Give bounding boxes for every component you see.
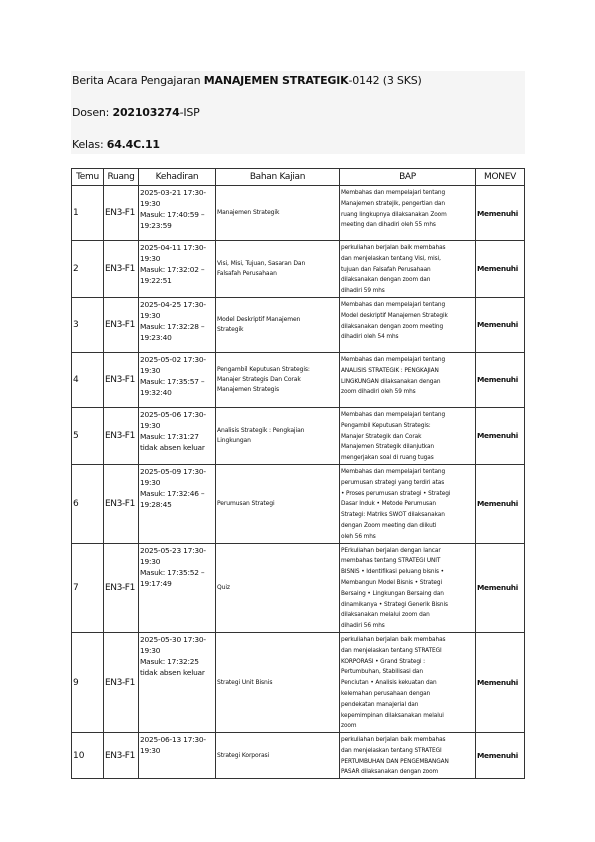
bahan-kajian-cell [216, 241, 340, 298]
ruang-cell: EN3-F1 [104, 543, 139, 632]
bap-line: Membangun Model Bisnis • Strategi [341, 579, 442, 586]
bap-line: dengan Zoom meeting dan diikuti [341, 522, 437, 529]
kehadiran-line: 19:30 [140, 556, 161, 566]
kehadiran-line: 2025-04-25 17:30- [140, 299, 206, 309]
bap-cell [340, 733, 476, 779]
temu-cell: 6 [72, 464, 104, 543]
bap-line: Membahas dan mempelajari tentang [341, 411, 446, 418]
bahan-kajian-line: Manajemen Strategik [217, 209, 280, 216]
ruang-cell: EN3-F1 [104, 464, 139, 543]
monev-cell: Memenuhi [476, 632, 525, 732]
kehadiran-line: Masuk: 17:35:57 – [140, 376, 205, 386]
bap-line: Pertumbuhan, Stabilisasi dan [341, 669, 423, 676]
table-row [72, 464, 525, 543]
table-header-row [72, 169, 525, 186]
bap-line: Manajemen Strategik dilanjutkan [341, 444, 434, 451]
ruang-cell: EN3-F1 [104, 632, 139, 732]
bahan-kajian-line: Quiz [217, 583, 230, 591]
bap-line: dilaksanakan dengan zoom dan [341, 277, 431, 284]
bap-line: BISNIS • Identifikasi peluang bisnis • [341, 569, 444, 576]
kehadiran-line: 2025-04-11 17:30- [140, 243, 206, 252]
bap-line: Membahas dan mempelajari tentang [341, 468, 446, 475]
bap-line: mengerjakan soal di ruang tugas [341, 455, 434, 462]
col-header-monev: MONEV [476, 169, 525, 186]
attendance-table [71, 168, 525, 779]
bap-cell [340, 543, 476, 632]
course-name: MANAJEMEN STRATEGIK [203, 74, 349, 87]
bap-line: Bersaing • Lingkungan Bersaing dan [341, 590, 444, 597]
kehadiran-line: 2025-05-30 17:30- [140, 634, 206, 644]
ruang-cell: EN3-F1 [104, 241, 139, 298]
bap-cell [340, 407, 476, 464]
kehadiran-line: 19:28:45 [140, 499, 172, 509]
bahan-kajian-cell [216, 407, 340, 464]
monev-cell: Memenuhi [476, 186, 525, 241]
col-header-temu: Temu [72, 169, 104, 186]
bap-cell [340, 241, 476, 298]
kehadiran-line: 19:23:59 [140, 221, 172, 230]
col-header-bap: BAP [340, 169, 476, 186]
kehadiran-line: 19:30 [140, 746, 161, 756]
bap-line: perumusan strategi yang terdiri atas [341, 479, 445, 486]
kehadiran-line: 2025-05-23 17:30- [140, 545, 206, 555]
bap-line: zoom [341, 723, 357, 730]
lecturer-label: Dosen: [72, 106, 113, 119]
bap-line: Model deskriptif Manajemen Strategik [341, 312, 448, 319]
bap-line: Strategi: Matriks SWOT dilaksanakan [341, 512, 445, 519]
kehadiran-line: 2025-06-13 17:30- [140, 735, 206, 745]
temu-cell: 3 [72, 297, 104, 352]
bap-line: PERTUMBUHAN DAN PENGEMBANGAN [341, 758, 449, 765]
kehadiran-line: 19:30 [140, 420, 161, 430]
bahan-kajian-line: Visi, Misi, Tujuan, Sasaran Dan [217, 259, 306, 267]
ruang-cell: EN3-F1 [104, 407, 139, 464]
table-row [72, 632, 525, 732]
class-line [72, 138, 160, 151]
kehadiran-line: 19:30 [140, 254, 161, 263]
table-body [72, 186, 525, 779]
bap-line: • Proses perumusan strategi • Strategi [341, 490, 451, 497]
table-row [72, 733, 525, 779]
kehadiran-cell [139, 464, 216, 543]
kehadiran-line: Masuk: 17:32:46 – [140, 488, 205, 498]
course-title-line [72, 74, 422, 87]
bap-line: Manajemen stratejik, pengertian dan [341, 200, 445, 207]
bap-line: Manajer Strategik dan Corak [341, 433, 422, 440]
table-row [72, 186, 525, 241]
bahan-kajian-line: Analisis Strategik : Pengkajian [217, 426, 305, 434]
kehadiran-cell [139, 241, 216, 298]
bahan-kajian-cell [216, 632, 340, 732]
bap-line: tujuan dan Falsafah Perusahaan [341, 266, 431, 273]
monev-cell: Memenuhi [476, 733, 525, 779]
col-header-ruang: Ruang [104, 169, 139, 186]
lecturer-line [72, 106, 200, 119]
bap-line: oleh 56 mhs [341, 533, 376, 540]
monev-cell: Memenuhi [476, 407, 525, 464]
col-header-bahan-kajian: Bahan Kajian [216, 169, 340, 186]
kehadiran-cell [139, 632, 216, 732]
kehadiran-line: 2025-05-09 17:30- [140, 466, 206, 476]
bap-line: dan menjelaskan tentang STRATEGI [341, 647, 442, 654]
bahan-kajian-cell [216, 733, 340, 779]
ruang-cell: EN3-F1 [104, 297, 139, 352]
kehadiran-line: 2025-05-02 17:30- [140, 354, 206, 364]
document-header [71, 71, 525, 154]
bap-line: Membahas dan mempelajari tentang [341, 190, 446, 196]
bahan-kajian-line: Perumusan Strategi [217, 499, 275, 507]
temu-cell: 4 [72, 352, 104, 407]
bahan-kajian-line: Strategi Unit Bisnis [217, 678, 273, 686]
temu-cell: 1 [72, 186, 104, 241]
class-label: Kelas: [72, 138, 107, 151]
kehadiran-line: 19:17:49 [140, 578, 172, 588]
bahan-kajian-line: Strategik [217, 325, 244, 333]
table-row [72, 241, 525, 298]
bap-line: perkuliahan berjalan baik membahas [341, 245, 446, 251]
kehadiran-line: 19:30 [140, 310, 161, 320]
bap-cell [340, 352, 476, 407]
monev-cell: Memenuhi [476, 352, 525, 407]
bap-line: KORPORASI • Grand Strategi : [341, 658, 426, 665]
table-row [72, 543, 525, 632]
kehadiran-cell [139, 407, 216, 464]
bap-line: dan menjelaskan tentang Visi, misi, [341, 255, 441, 262]
kehadiran-cell [139, 297, 216, 352]
kehadiran-cell [139, 543, 216, 632]
kehadiran-line: Masuk: 17:35:52 – [140, 567, 205, 577]
bahan-kajian-line: Manajer Strategis Dan Corak [217, 375, 301, 383]
kehadiran-line: 19:30 [140, 477, 161, 487]
temu-cell: 5 [72, 407, 104, 464]
kehadiran-cell [139, 352, 216, 407]
bap-line: dihadiri oleh 54 mhs [341, 334, 399, 341]
temu-cell: 7 [72, 543, 104, 632]
bap-line: Dasar Induk • Metode Perumusan [341, 501, 436, 508]
bap-cell [340, 297, 476, 352]
ruang-cell: EN3-F1 [104, 352, 139, 407]
bap-line: dihadiri 56 mhs [341, 623, 385, 630]
bahan-kajian-line: Strategi Korporasi [217, 751, 270, 759]
bahan-kajian-line: Lingkungan [217, 436, 251, 444]
bahan-kajian-cell [216, 543, 340, 632]
bap-cell [340, 632, 476, 732]
kehadiran-line: 2025-03-21 17:30- [140, 188, 206, 197]
kehadiran-cell [139, 733, 216, 779]
table-row [72, 407, 525, 464]
bap-line: PASAR dilaksanakan dengan zoom [341, 769, 439, 776]
kehadiran-line: Masuk: 17:32:28 – [140, 321, 205, 331]
monev-cell: Memenuhi [476, 464, 525, 543]
monev-cell: Memenuhi [476, 241, 525, 298]
kehadiran-line: Masuk: 17:31:27 [140, 431, 199, 441]
kehadiran-line: 19:30 [140, 645, 161, 655]
temu-cell: 2 [72, 241, 104, 298]
kehadiran-line: 19:30 [140, 365, 161, 375]
kehadiran-cell [139, 186, 216, 241]
bap-line: ANALISIS STRATEGIK : PENGKAJIAN [341, 367, 439, 374]
bap-line: kepemimpinan dilaksanakan melalui [341, 712, 444, 719]
bap-cell [340, 464, 476, 543]
ruang-cell: EN3-F1 [104, 733, 139, 779]
table-row [72, 352, 525, 407]
table-row [72, 297, 525, 352]
bahan-kajian-line: Model Deskriptif Manajemen [217, 315, 301, 323]
bahan-kajian-line: Manajemen Strategis [217, 385, 279, 393]
bap-line: dilaksanakan dengan zoom meeting [341, 323, 444, 330]
course-title-prefix: Berita Acara Pengajaran [72, 74, 204, 87]
temu-cell: 10 [72, 733, 104, 779]
bahan-kajian-line: Pengambil Keputusan Strategis: [217, 365, 310, 373]
kehadiran-line: 19:23:40 [140, 332, 172, 342]
bap-line: perkuliahan berjalan baik membahas [341, 636, 446, 643]
bahan-kajian-cell [216, 186, 340, 241]
bap-line: Pengambil Keputusan Strategis: [341, 422, 431, 429]
kehadiran-line: tidak absen keluar [140, 667, 205, 677]
kehadiran-line: Masuk: 17:32:02 – [140, 265, 205, 274]
kehadiran-line: Masuk: 17:32:25 [140, 656, 199, 666]
bap-line: meeting dan dihadiri oleh 55 mhs [341, 222, 436, 229]
bap-line: dihadiri 59 mhs [341, 288, 385, 295]
bap-line: membahas tentang STRATEGI UNIT [341, 558, 441, 565]
kehadiran-line: 19:32:40 [140, 387, 172, 397]
bahan-kajian-line: Falsafah Perusahaan [217, 269, 277, 277]
bahan-kajian-cell [216, 297, 340, 352]
bahan-kajian-cell [216, 352, 340, 407]
temu-cell: 9 [72, 632, 104, 732]
col-header-kehadiran: Kehadiran [139, 169, 216, 186]
bap-line: ruang lingkupnya dilaksanakan Zoom [341, 211, 447, 218]
bap-line: LINGKUNGAN dilaksanakan dengan [341, 378, 441, 385]
kehadiran-line: 19:22:51 [140, 276, 172, 285]
bap-cell [340, 186, 476, 241]
bap-line: PErkuliahan berjalan dengan lancar [341, 547, 441, 554]
bap-line: perkuliahan berjalan baik membahas [341, 737, 446, 744]
bap-line: dinamikanya • Strategi Generik Bisnis [341, 601, 448, 608]
course-code: -0142 (3 SKS) [348, 74, 422, 87]
lecturer-suffix: -ISP [179, 106, 200, 119]
ruang-cell: EN3-F1 [104, 186, 139, 241]
bap-line: kelemahan perusahaan dengan [341, 690, 431, 697]
bap-line: pendekatan manajerial dan [341, 701, 419, 708]
kehadiran-line: Masuk: 17:40:59 – [140, 210, 205, 219]
kehadiran-line: 2025-05-06 17:30- [140, 409, 206, 419]
bap-line: dan menjelaskan tentang STRATEGI [341, 747, 442, 754]
kehadiran-line: tidak absen keluar [140, 442, 205, 452]
monev-cell: Memenuhi [476, 297, 525, 352]
kehadiran-line: 19:30 [140, 199, 161, 208]
bap-line: zoom dihadiri oleh 59 mhs [341, 389, 416, 396]
bap-line: Membahas dan mempelajari tentang [341, 301, 446, 308]
bap-line: Penciutan • Analisis kekuatan dan [341, 680, 437, 687]
bap-line: dilaksanakan melalui zoom dan [341, 612, 430, 619]
bap-line: Membahas dan mempelajari tentang [341, 356, 446, 363]
lecturer-id: 202103274 [112, 106, 180, 119]
monev-cell: Memenuhi [476, 543, 525, 632]
bahan-kajian-cell [216, 464, 340, 543]
class-id: 64.4C.11 [106, 138, 160, 151]
